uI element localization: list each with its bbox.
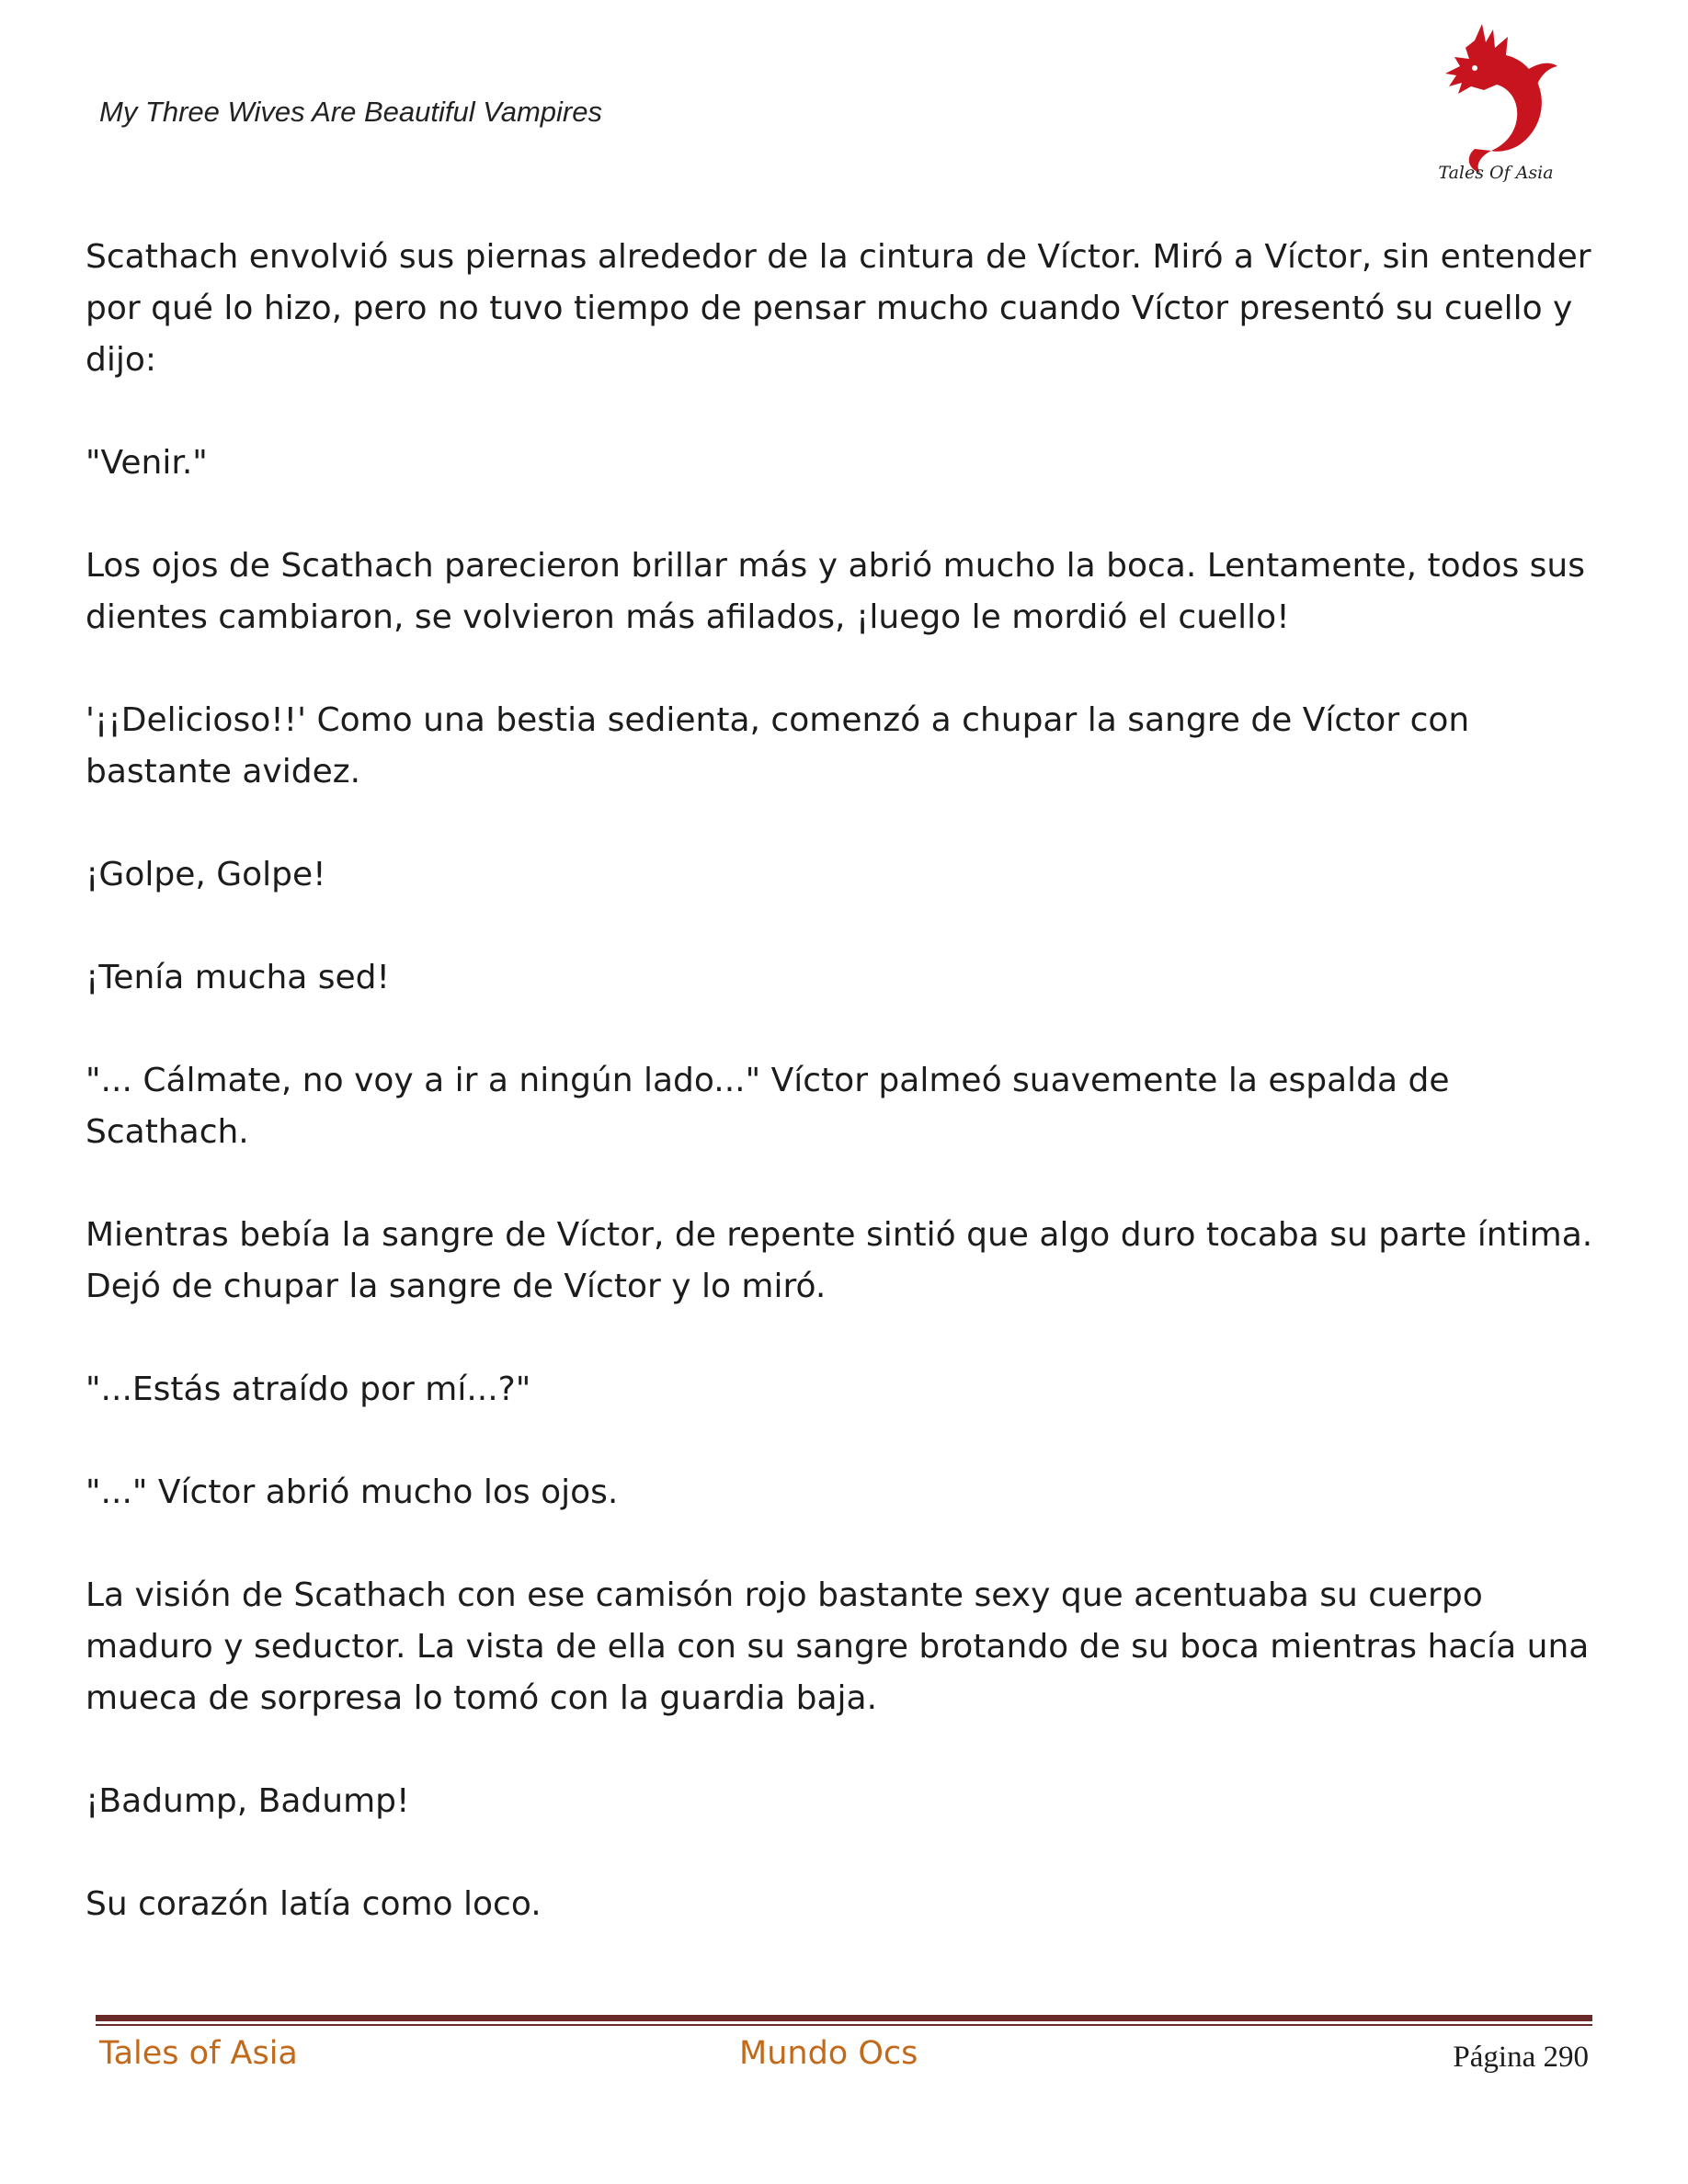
- footer-divider: [96, 2015, 1592, 2021]
- paragraph: Scathach envolvió sus piernas alrededor de la cintura de Víctor. Miró a Víctor, sin entender por qué lo hizo, pero no tuvo tiempo de pensar mucho cuando Víctor presentó su cuello y dijo:: [86, 238, 1591, 379]
- paragraph: "...Estás atraído por mí...?": [86, 1371, 531, 1408]
- dragon-logo-icon: [1427, 22, 1565, 183]
- chapter-body: [86, 232, 1612, 1982]
- paragraph: Los ojos de Scathach parecieron brillar más y abrió mucho la boca. Lentamente, todos sus dientes cambiaron, se volvieron más afilados, ¡luego le mordió el cuello!: [86, 547, 1586, 636]
- paragraph: '¡¡Delicioso!!' Como una bestia sedienta, comenzó a chupar la sangre de Víctor con bastante avidez.: [86, 701, 1470, 791]
- footer-publisher: Tales of Asia: [99, 2035, 298, 2072]
- running-header: My Three Wives Are Beautiful Vampires: [99, 96, 602, 128]
- paragraph: ¡Badump, Badump!: [86, 1782, 410, 1820]
- paragraph: ¡Tenía mucha sed!: [86, 959, 390, 996]
- paragraph: "Venir.": [86, 444, 208, 482]
- paragraph: Mientras bebía la sangre de Víctor, de repente sintió que algo duro tocaba su parte íntima. Dejó de chupar la sangre de Víctor y lo miró.: [86, 1216, 1593, 1305]
- paragraph: "... Cálmate, no voy a ir a ningún lado..." Víctor palmeó suavemente la espalda de Scathach.: [86, 1062, 1450, 1151]
- tales-of-asia-logo: [1427, 22, 1565, 183]
- paragraph: Su corazón latía como loco.: [86, 1885, 542, 1923]
- footer-divider-thin: [96, 2024, 1592, 2026]
- paragraph: ¡Golpe, Golpe!: [86, 856, 326, 893]
- page-number: Página 290: [1453, 2041, 1589, 2074]
- footer-site: Mundo Ocs: [739, 2035, 918, 2072]
- paragraph: "..." Víctor abrió mucho los ojos.: [86, 1473, 619, 1511]
- paragraph: La visión de Scathach con ese camisón rojo bastante sexy que acentuaba su cuerpo maduro y seductor. La vista de ella con su sangre brotando de su boca mientras hacía una mueca de sorpresa lo tomó con la guardia baja.: [86, 1576, 1590, 1717]
- logo-text: Tales Of Asia: [1438, 163, 1554, 183]
